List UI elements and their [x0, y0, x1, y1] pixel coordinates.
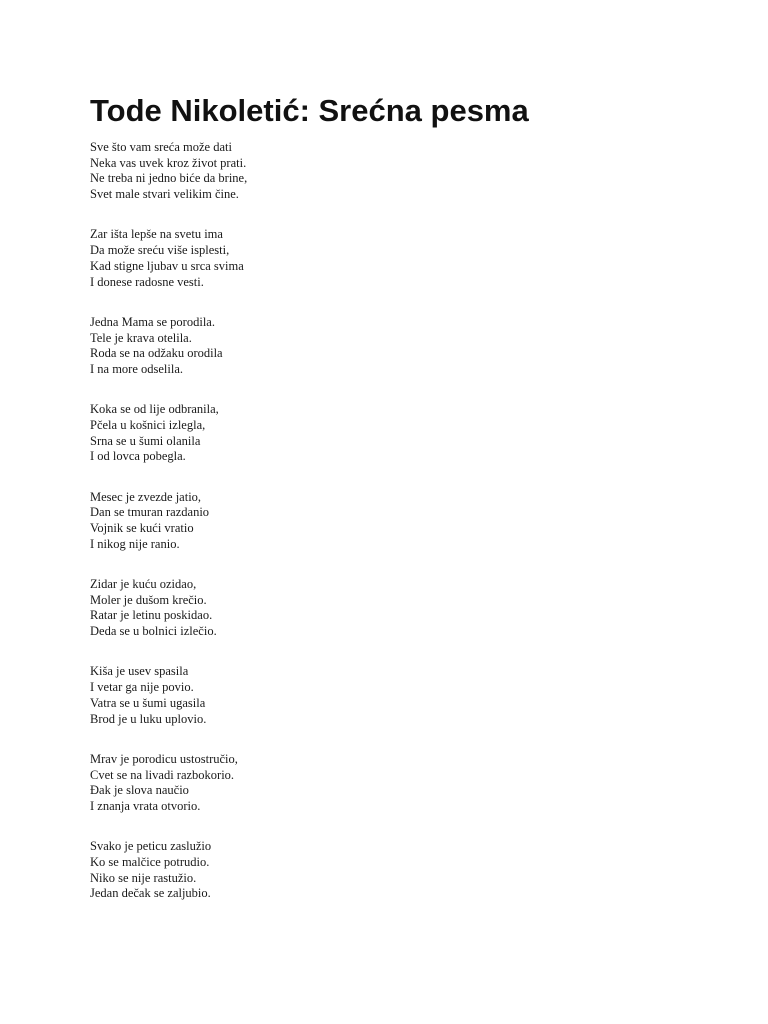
poem-line: Niko se nije rastužio. — [90, 870, 197, 885]
poem-line: I donese radosne vesti. — [90, 274, 204, 289]
poem-line: Svet male stvari velikim čine. — [90, 187, 239, 202]
poem-line: Neka vas uvek kroz život prati. — [90, 155, 247, 170]
poem-line: Koka se od lije odbranila, — [90, 402, 219, 417]
poem-line: Mesec je zvezde jatio, — [90, 489, 202, 504]
poem-line: Srna se u šumi olanila — [90, 433, 201, 448]
stanza — [90, 839, 730, 902]
poem-line: Sve što vam sreća može dati — [90, 140, 232, 154]
poem-line: I znanja vrata otvorio. — [90, 798, 201, 813]
poem-line: Mrav je porodicu ustostručio, — [90, 751, 238, 766]
poem-line: I na more odselila. — [90, 361, 184, 376]
poem-line: Deda se u bolnici izlečio. — [90, 624, 217, 639]
poem-line: Jedna Mama se porodila. — [90, 314, 215, 329]
poem-line: Ratar je letinu poskidao. — [90, 608, 213, 623]
poem-line: Brod je u luku uplovio. — [90, 711, 207, 726]
stanza — [90, 752, 730, 815]
poem-line: Roda se na odžaku orodila — [90, 346, 223, 361]
poem-line: Jedan dečak se zaljubio. — [90, 886, 211, 901]
poem-line: Ne treba ni jedno biće da brine, — [90, 171, 248, 186]
stanza — [90, 664, 730, 727]
poem-line: Tele je krava otelila. — [90, 330, 192, 345]
poem-line: Kad stigne ljubav u srca svima — [90, 258, 244, 273]
poem-line: Đak je slova naučio — [90, 783, 189, 798]
poem-line: Dan se tmuran razdanio — [90, 505, 210, 520]
poem-line: Ko se malčice potrudio. — [90, 854, 210, 869]
stanza — [90, 315, 730, 378]
stanza — [90, 227, 730, 290]
poem-line: Vojnik se kući vratio — [90, 521, 194, 536]
poem-line: Cvet se na livadi razbokorio. — [90, 767, 235, 782]
poem-line: Moler je dušom krečio. — [90, 592, 207, 607]
poem-line: Svako je peticu zaslužio — [90, 839, 212, 854]
stanza — [90, 402, 730, 465]
poem-body — [90, 140, 730, 902]
stanza — [90, 577, 730, 640]
stanza — [90, 490, 730, 553]
poem-line: Pčela u košnici izlegla, — [90, 417, 206, 432]
stanza — [90, 140, 730, 203]
poem-line: Zar išta lepše na svetu ima — [90, 227, 223, 242]
page-title: Tode Nikoletić: Srećna pesma — [90, 93, 529, 128]
poem-line: I vetar ga nije povio. — [90, 680, 194, 695]
poem-line: Da može sreću više isplesti, — [90, 243, 230, 258]
poem-line: I od lovca pobegla. — [90, 449, 186, 464]
poem-line: Kiša je usev spasila — [90, 664, 189, 679]
poem-line: I nikog nije ranio. — [90, 536, 180, 551]
poem-line: Zidar je kuću ozidao, — [90, 577, 197, 592]
poem-line: Vatra se u šumi ugasila — [90, 695, 206, 710]
document-page — [90, 92, 730, 927]
